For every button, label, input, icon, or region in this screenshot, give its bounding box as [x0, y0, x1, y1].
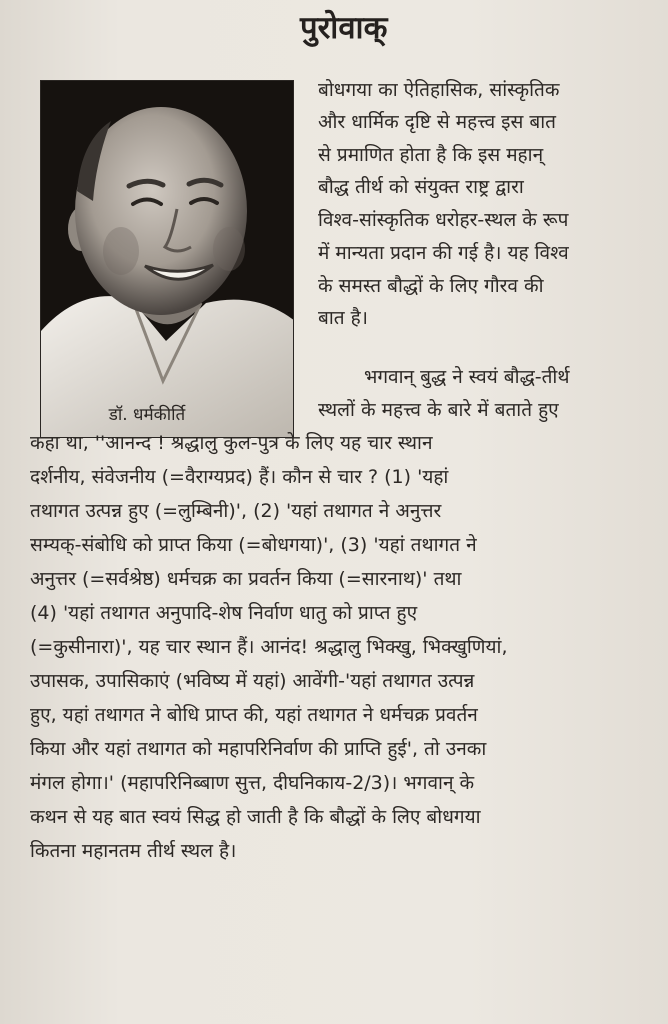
paragraph-line: दर्शनीय, संवेजनीय (=वैराग्यप्रद) हैं। कौन से चार ? (1) 'यहां: [30, 466, 449, 488]
paragraph-line: और धार्मिक दृष्टि से महत्त्व इस बात: [318, 111, 556, 133]
paragraph-line: स्थलों के महत्त्व के बारे में बताते हुए: [318, 399, 559, 421]
portrait-image: [41, 81, 294, 438]
paragraph-line: भगवान् बुद्ध ने स्वयं बौद्ध-तीर्थ: [364, 366, 570, 388]
paragraph-line: (=कुसीनारा)', यह चार स्थान हैं। आनंद! श्रद्धालु भिक्खु, भिक्खुणियां,: [30, 636, 508, 658]
photo-caption: डॉ. धर्मकीर्ति: [108, 405, 186, 425]
paragraph-line: बोधगया का ऐतिहासिक, सांस्कृतिक: [318, 79, 560, 101]
author-photo: [40, 80, 294, 438]
paragraph-line: (4) 'यहां तथागत अनुपादि-शेष निर्वाण धातु को प्राप्त हुए: [30, 602, 418, 624]
paragraph-line: बात है।: [318, 307, 368, 329]
paragraph-line: हुए, यहां तथागत ने बोधि प्राप्त की, यहां तथागत ने धर्मचक्र प्रवर्तन: [30, 704, 478, 726]
paragraph-line: किया और यहां तथागत को महापरिनिर्वाण की प्राप्ति हुई', तो उनका: [30, 738, 487, 760]
paragraph-line: बौद्ध तीर्थ को संयुक्त राष्ट्र द्वारा: [318, 176, 524, 198]
paragraph-line: कथन से यह बात स्वयं सिद्ध हो जाती है कि बौद्धों के लिए बोधगया: [30, 806, 481, 828]
page-title: पुरोवाक्: [300, 10, 388, 46]
paragraph-line: कितना महानतम तीर्थ स्थल है।: [30, 840, 237, 862]
paragraph-line: विश्व-सांस्कृतिक धरोहर-स्थल के रूप: [318, 209, 569, 231]
paragraph-line: मंगल होगा।' (महापरिनिब्बाण सुत्त, दीघनिकाय-2/3)। भगवान् के: [30, 772, 475, 794]
paragraph-line: अनुत्तर (=सर्वश्रेष्ठ) धर्मचक्र का प्रवर्तन किया (=सारनाथ)' तथा: [30, 568, 462, 590]
paragraph-line: उपासक, उपासिकाएं (भविष्य में यहां) आवेंगी-'यहां तथागत उत्पन्न: [30, 670, 475, 692]
paragraph-line: के समस्त बौद्धों के लिए गौरव की: [318, 275, 544, 297]
paragraph-line: में मान्यता प्रदान की गई है। यह विश्व: [318, 242, 569, 264]
paragraph-line: तथागत उत्पन्न हुए (=लुम्बिनी)', (2) 'यहां तथागत ने अनुत्तर: [30, 500, 442, 522]
paragraph-line: सम्यक्-संबोधि को प्राप्त किया (=बोधगया)', (3) 'यहां तथागत ने: [30, 534, 477, 556]
paragraph-line: से प्रमाणित होता है कि इस महान्: [318, 144, 544, 166]
paragraph-line: कहा था, ''आनन्द ! श्रद्धालु कुल-पुत्र के लिए यह चार स्थान: [30, 432, 433, 454]
